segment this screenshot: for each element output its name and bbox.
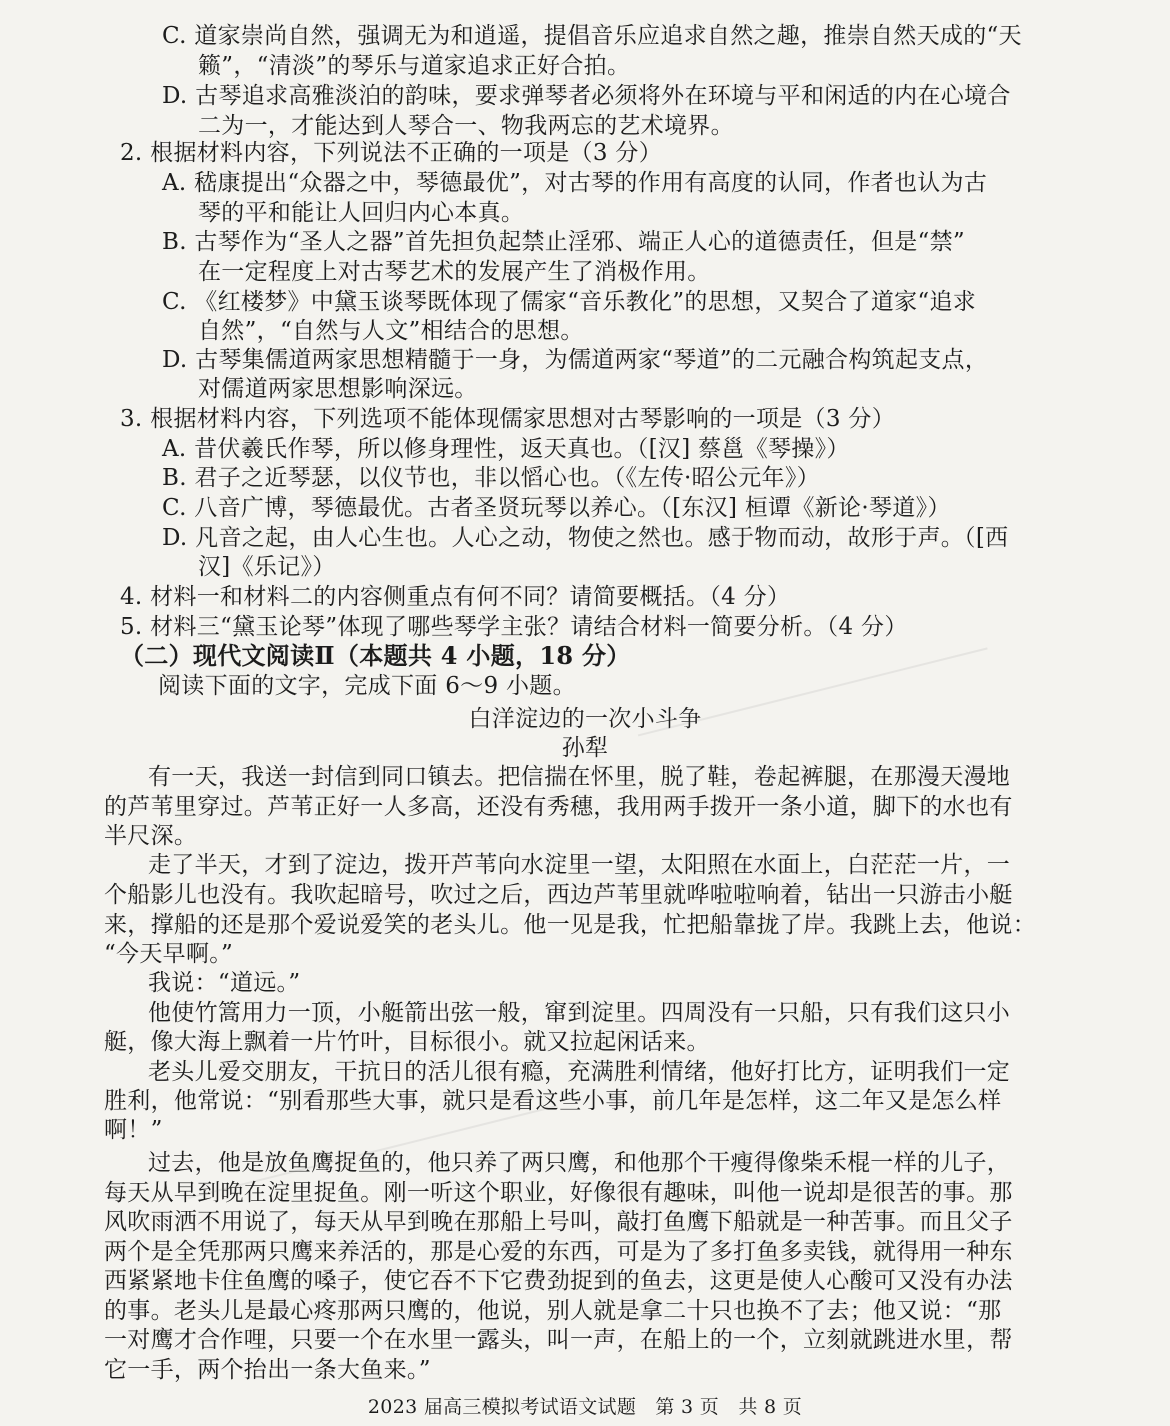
story-line: 两个是全凭那两只鹰来养活的，那是心爱的东西，可是为了多打鱼多卖钱，就得用一种东 <box>104 1239 1013 1265</box>
story-line: 一对鹰才合作哩，只要一个在水里一露头，叫一声，在船上的一个，立刻就跳进水里，帮 <box>104 1327 1013 1353</box>
section-heading: （二）现代文阅读Ⅱ（本题共 4 小题，18 分） <box>120 641 631 670</box>
q3-stem: 3. 根据材料内容，下列选项不能体现儒家思想对古琴影响的一项是（3 分） <box>120 406 895 432</box>
story-line: 走了半天，才到了淀边，拨开芦苇向水淀里一望，太阳照在水面上，白茫茫一片，一 <box>148 852 1011 878</box>
story-line: 它一手，两个抬出一条大鱼来。” <box>104 1357 431 1383</box>
story-line: 老头儿爱交朋友，干抗日的活儿很有瘾，充满胜利情绪，他好打比方，证明我们一定 <box>148 1059 1011 1085</box>
q2-stem: 2. 根据材料内容，下列说法不正确的一项是（3 分） <box>120 140 662 166</box>
story-line: 啊！” <box>104 1117 163 1143</box>
q3-option-c: C. 八音广博，琴德最优。古者圣贤玩琴以养心。（[东汉] 桓谭《新论·琴道》） <box>162 495 951 521</box>
q4-stem: 4. 材料一和材料二的内容侧重点有何不同？请简要概括。（4 分） <box>120 584 791 610</box>
q2-option-a-line2: 琴的平和能让人回归内心本真。 <box>198 200 525 226</box>
story-line: 西紧紧地卡住鱼鹰的嗓子，使它吞不下它费劲捉到的鱼去，这更是使人心酸可又没有办法 <box>104 1268 1013 1294</box>
story-line: 有一天，我送一封信到同口镇去。把信揣在怀里，脱了鞋，卷起裤腿，在那漫天漫地 <box>148 764 1011 790</box>
story-line: 过去，他是放鱼鹰捉鱼的，他只养了两只鹰，和他那个干瘦得像柴禾棍一样的儿子， <box>148 1150 1011 1176</box>
q2-option-b-line2: 在一定程度上对古琴艺术的发展产生了消极作用。 <box>198 259 711 285</box>
q3-option-a: A. 昔伏羲氏作琴，所以修身理性，返天真也。（[汉] 蔡邕《琴操》） <box>162 436 850 462</box>
q3-option-d-line1: D. 凡音之起，由人心生也。人心之动，物使之然也。感于物而动，故形于声。（[西 <box>162 525 1009 551</box>
story-line: “今天早啊。” <box>104 941 234 967</box>
q2-option-c-line1: C. 《红楼梦》中黛玉谈琴既体现了儒家“音乐教化”的思想，又契合了道家“追求 <box>162 289 977 315</box>
story-title: 白洋淀边的一次小斗争 <box>468 706 702 732</box>
q1-option-c-line2: 籁”，“清淡”的琴乐与道家追求正好合拍。 <box>198 53 631 79</box>
q3-option-d-line2: 汉]《乐记》） <box>198 554 336 580</box>
q1-option-c-line1: C. 道家崇尚自然，强调无为和逍遥，提倡音乐应追求自然之趣，推崇自然天成的“天 <box>162 23 1022 49</box>
page-footer: 2023 届高三模拟考试语文试题 第 3 页 共 8 页 <box>367 1396 803 1418</box>
story-line: 艇，像大海上飘着一片竹叶，目标很小。就又拉起闲话来。 <box>104 1029 710 1055</box>
q2-option-d-line2: 对儒道两家思想影响深远。 <box>198 376 478 402</box>
section-instruction: 阅读下面的文字，完成下面 6～9 小题。 <box>158 673 576 699</box>
story-line: 的事。老头儿是最心疼那两只鹰的，他说，别人就是拿二十只也换不了去；他又说：“那 <box>104 1298 1002 1324</box>
q2-option-a-line1: A. 嵇康提出“众器之中，琴德最优”，对古琴的作用有高度的认同，作者也认为古 <box>162 170 988 196</box>
q1-option-d-line2: 二为一，才能达到人琴合一、物我两忘的艺术境界。 <box>198 113 734 139</box>
story-line: 个船影儿也没有。我吹起暗号，吹过之后，西边芦苇里就哗啦啦响着，钻出一只游击小艇 <box>104 882 1013 908</box>
q2-option-c-line2: 自然”，“自然与人文”相结合的思想。 <box>198 318 584 344</box>
story-line: 半尺深。 <box>104 823 198 849</box>
q2-option-b-line1: B. 古琴作为“圣人之器”首先担负起禁止淫邪、端正人心的道德责任，但是“禁” <box>162 229 965 255</box>
story-line: 的芦苇里穿过。芦苇正好一人多高，还没有秀穗，我用两手拨开一条小道，脚下的水也有 <box>104 794 1013 820</box>
story-line: 胜利，他常说：“别看那些大事，就只是看这些小事，前几年是怎样，这二年又是怎么样 <box>104 1088 1002 1114</box>
q3-option-b: B. 君子之近琴瑟，以仪节也，非以慆心也。（《左传·昭公元年》） <box>162 465 820 491</box>
story-line: 他使竹篙用力一顶，小艇箭出弦一般，窜到淀里。四周没有一只船，只有我们这只小 <box>148 1000 1011 1026</box>
q1-option-d-line1: D. 古琴追求高雅淡泊的韵味，要求弹琴者必须将外在环境与平和闲适的内在心境合 <box>162 83 1011 109</box>
story-line: 风吹雨洒不用说了，每天从早到晚在那船上号叫，敲打鱼鹰下船就是一种苦事。而且父子 <box>104 1209 1013 1235</box>
story-author: 孙犁 <box>561 735 609 761</box>
story-line: 每天从早到晚在淀里捉鱼。刚一听这个职业，好像很有趣味，叫他一说却是很苦的事。那 <box>104 1180 1013 1206</box>
story-line: 来，撑船的还是那个爱说爱笑的老头儿。他一见是我，忙把船靠拢了岸。我跳上去，他说： <box>104 912 1036 938</box>
q5-stem: 5. 材料三“黛玉论琴”体现了哪些琴学主张？请结合材料一简要分析。（4 分） <box>120 614 908 640</box>
story-line: 我说：“道远。” <box>148 970 301 996</box>
q2-option-d-line1: D. 古琴集儒道两家思想精髓于一身，为儒道两家“琴道”的二元融合构筑起支点， <box>162 347 989 373</box>
